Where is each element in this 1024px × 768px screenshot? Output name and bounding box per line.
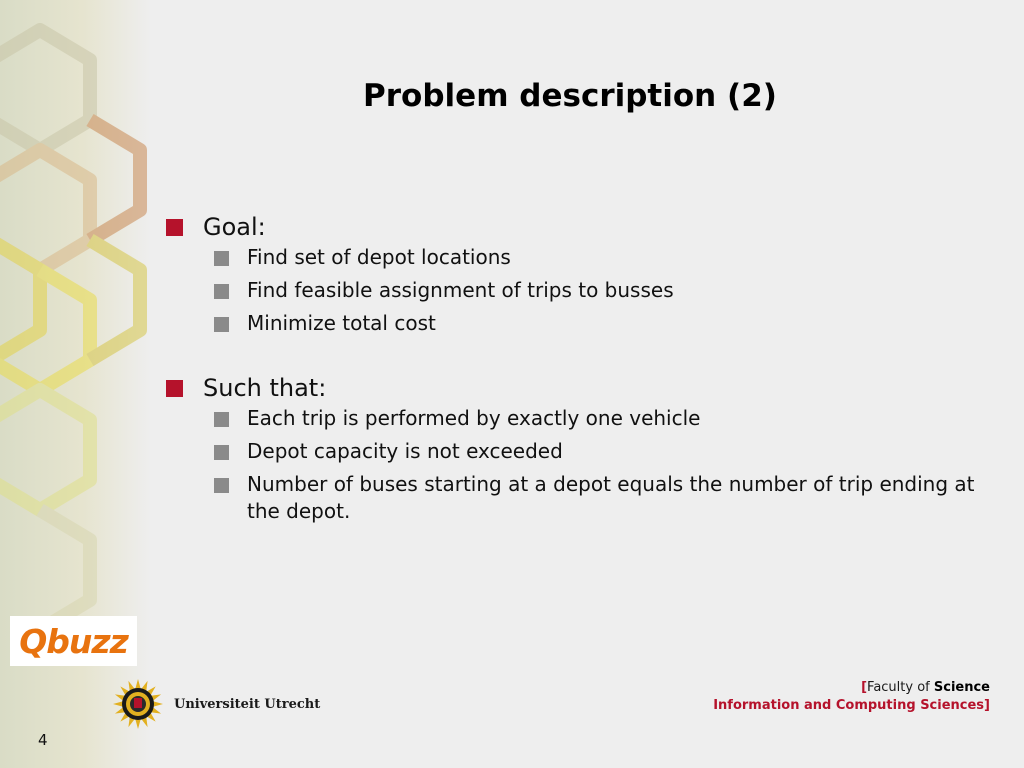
sub-bullet (214, 405, 996, 432)
sub-bullet (214, 438, 996, 465)
sun-seal-icon (112, 678, 164, 730)
bracket-right: ] (984, 698, 990, 713)
sub-bullet (214, 471, 996, 525)
qbuzz-logo-text: Qbuzz (19, 621, 128, 661)
sub-bullet-text: Depot capacity is not exceeded (247, 439, 563, 463)
bracket-left: [ (861, 680, 868, 695)
bullet-list (166, 210, 996, 531)
university-logo (112, 678, 320, 730)
faculty-prefix: Faculty of (867, 680, 930, 695)
square-bullet-icon (214, 445, 229, 460)
bullet-label: Goal: (203, 213, 266, 241)
qbuzz-logo (10, 616, 137, 666)
department-name: Information and Computing Sciences (713, 698, 985, 713)
sub-bullet-text: Find set of depot locations (247, 245, 511, 269)
sub-bullet (214, 310, 996, 337)
bullet-such-that (166, 371, 996, 405)
square-bullet-icon (214, 284, 229, 299)
square-bullet-icon (214, 412, 229, 427)
slide-title: Problem description (2) (363, 78, 777, 114)
sub-bullet (214, 277, 996, 304)
bullet-label: Such that: (203, 374, 327, 402)
page-number: 4 (38, 731, 48, 749)
faculty-logo (713, 679, 990, 715)
square-bullet-icon (214, 251, 229, 266)
square-bullet-icon (166, 380, 183, 397)
square-bullet-icon (166, 219, 183, 236)
square-bullet-icon (214, 478, 229, 493)
sub-bullet (214, 244, 996, 271)
bullet-goal (166, 210, 996, 244)
sub-bullet-text: Find feasible assignment of trips to busses (247, 278, 674, 302)
square-bullet-icon (214, 317, 229, 332)
university-name: Universiteit Utrecht (174, 696, 321, 712)
sub-bullet-text: Minimize total cost (247, 311, 436, 335)
sub-bullet-text: Number of buses starting at a depot equals the number of trip ending at the depot. (247, 472, 975, 523)
faculty-name: Science (933, 680, 990, 695)
sub-bullet-text: Each trip is performed by exactly one vehicle (247, 406, 701, 430)
